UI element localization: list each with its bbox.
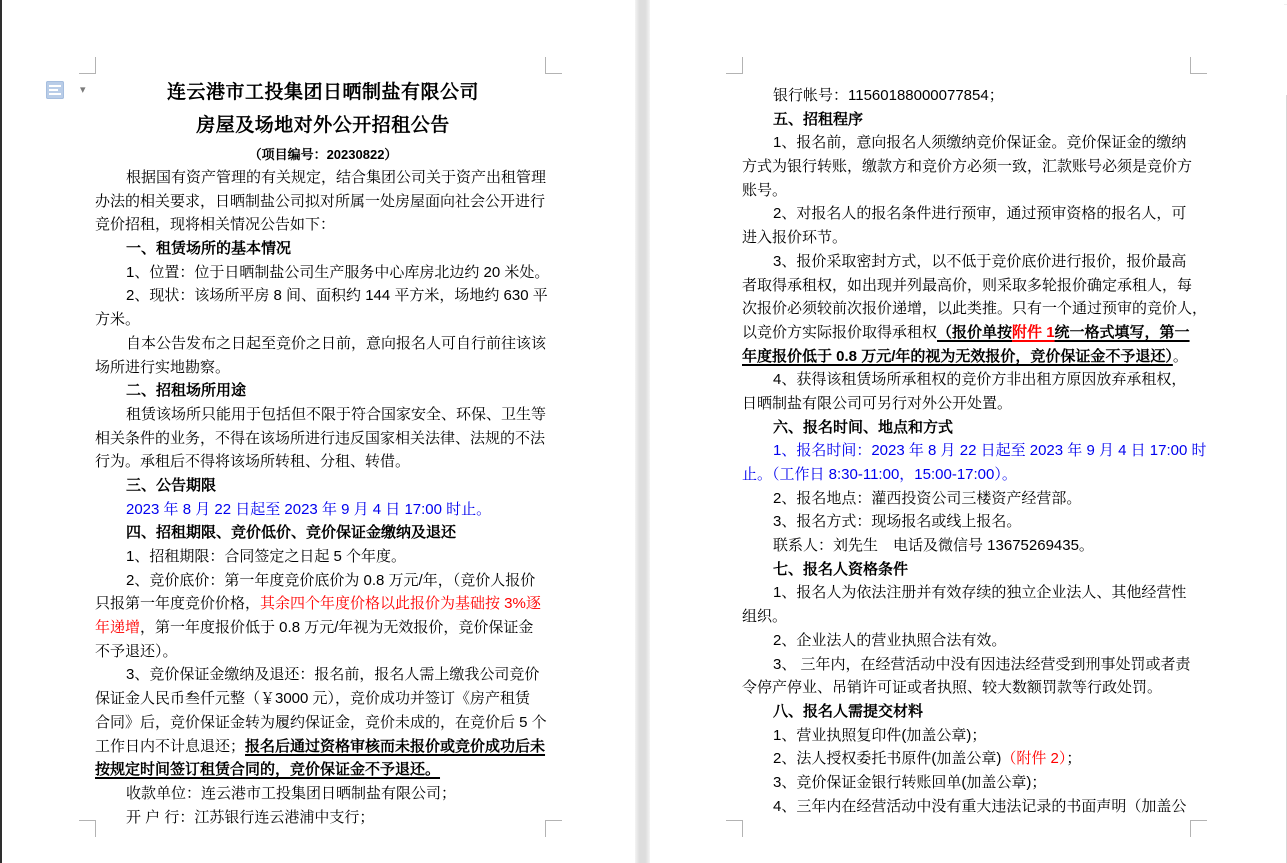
text-segment: 4、三年内在经营活动中没有重大违法记录的书面声明（加盖公 — [773, 797, 1187, 815]
text-line — [742, 274, 1202, 298]
text-segment: 办法的相关要求，日晒制盐公司拟对所属一处房屋面向社会公开进行 — [95, 192, 546, 210]
text-segment: 1、位置：位于日晒制盐公司生产服务中心库房北边约 20 米处。 — [126, 263, 550, 281]
text-line — [742, 155, 1202, 179]
text-line — [95, 403, 555, 427]
title-block — [97, 76, 549, 165]
text-segment: 方米。 — [95, 311, 141, 329]
text-segment: 日晒制盐有限公司可另行对外公开处置。 — [742, 394, 1013, 412]
text-line — [742, 368, 1202, 392]
text-segment: 工作日内不计息退还； — [95, 737, 246, 755]
text-segment: 合同》后，竞价保证金转为履约保证金，竞价未成的，在竞价后 5 个 — [95, 713, 547, 731]
text-line — [95, 284, 555, 308]
text-line — [95, 237, 555, 261]
text-line — [95, 735, 555, 759]
page-2-text — [742, 84, 1208, 818]
text-segment: 2、报名地点：灌西投资公司三楼资产经营部。 — [773, 489, 1082, 507]
text-line — [742, 392, 1202, 416]
text-line — [742, 581, 1202, 605]
text-line — [95, 663, 555, 687]
text-line — [742, 439, 1207, 463]
text-line — [742, 771, 1202, 795]
text-segment: 。 — [1172, 347, 1188, 365]
text-line — [742, 226, 1202, 250]
text-segment: 三、公告期限 — [126, 476, 217, 494]
text-segment: 1、营业执照复印件(加盖公章)； — [773, 726, 987, 744]
text-line — [742, 747, 1202, 771]
text-segment: 收款单位：连云港市工投集团日晒制盐有限公司； — [126, 784, 457, 802]
text-line — [742, 463, 1202, 487]
text-segment: 开 户 行：江苏银行连云港浦中支行； — [126, 808, 375, 826]
doc-title-line2: 房屋及场地对外公开招租公告 — [196, 115, 450, 136]
text-line — [95, 806, 555, 830]
text-line — [95, 166, 555, 190]
text-segment: 令停产停业、吊销许可证或者执照、较大数额罚款等行政处罚。 — [742, 679, 1163, 697]
text-segment: 四、招租期限、竞价低价、竞价保证金缴纳及退还 — [126, 524, 457, 542]
text-line — [742, 558, 1202, 582]
text-line — [742, 250, 1202, 274]
text-segment: 2、竞价底价：第一年度竞价底价为 0.8 万元/年，（竞价人报价 — [126, 571, 536, 589]
text-line — [742, 700, 1202, 724]
project-number: （项目编号：20230822） — [248, 147, 398, 162]
chevron-down-icon: ▾ — [80, 84, 86, 96]
paste-options-icon — [46, 81, 64, 99]
text-line — [95, 569, 555, 593]
text-line — [95, 332, 555, 356]
text-segment: 年递增 — [95, 619, 141, 637]
text-segment: 账号。 — [742, 181, 788, 199]
text-segment: 报名后通过资格审核而未报价或竞价成功后未 — [245, 737, 546, 755]
paste-options-button[interactable] — [44, 79, 96, 103]
text-segment: 3、竞价保证金缴纳及退还：报名前，报名人需上缴我公司竞价 — [126, 666, 540, 684]
text-segment: 2、现状：该场所平房 8 间、面积约 144 平方米，场地约 630 平 — [126, 287, 548, 305]
text-line — [742, 345, 1202, 369]
page-gap — [635, 0, 650, 863]
text-segment: 场所进行实地勘察。 — [95, 358, 231, 376]
text-line — [742, 108, 1202, 132]
text-line — [95, 261, 555, 285]
text-segment: 联系人：刘先生 电话及微信号 13675269435。 — [773, 537, 1094, 555]
crop-mark-top-left-p1 — [79, 57, 96, 74]
text-line — [95, 640, 555, 664]
text-segment: 组织。 — [742, 608, 788, 626]
text-line — [95, 190, 555, 214]
text-line — [742, 676, 1202, 700]
text-line — [742, 321, 1202, 345]
text-segment: 2、法人授权委托书原件(加盖公章) — [773, 750, 1002, 768]
text-segment: 2、对报名人的报名条件进行预审，通过预审资格的报名人，可 — [773, 205, 1187, 223]
text-line — [95, 498, 555, 522]
text-line — [95, 711, 555, 735]
text-line — [95, 450, 555, 474]
crop-mark-bottom-right-p1 — [545, 820, 562, 837]
text-segment: 年度报价低于 0.8 万元/年的视为无效报价，竞价保证金不予退还） — [742, 347, 1173, 365]
page-1-text — [95, 166, 555, 829]
text-line — [95, 356, 555, 380]
text-line — [95, 521, 555, 545]
text-segment: 1、报名前，意向报名人须缴纳竞价保证金。竞价保证金的缴纳 — [773, 134, 1187, 152]
text-segment: 方式为银行转账，缴款方和竞价方必须一致，汇款账号必须是竞价方 — [742, 158, 1193, 176]
text-segment: 只报第一年度竞价价格， — [95, 595, 261, 613]
text-segment: 竞价招租，现将相关情况公告如下： — [95, 216, 336, 234]
crop-mark-top-left-p2 — [726, 57, 743, 74]
text-segment: 进入报价环节。 — [742, 229, 848, 247]
text-line — [95, 379, 555, 403]
text-line — [95, 687, 555, 711]
text-segment: 按规定时间签订租赁合同的，竞价保证金不予退还。 — [95, 761, 441, 779]
text-line — [742, 416, 1202, 440]
text-segment: 3、 三年内，在经营活动中没有因违法经营受到刑事处罚或者责 — [773, 655, 1191, 673]
text-line — [95, 213, 555, 237]
text-segment: （附件 2） — [1001, 750, 1067, 768]
text-segment: 1、报名时间：2023 年 8 月 22 日起至 2023 年 9 月 4 日 17:00 时 — [773, 442, 1207, 460]
crop-mark-top-right-p2 — [1190, 57, 1207, 74]
text-segment: 保证金人民币叁仟元整（￥3000 元），竞价成功并签订《房产租赁 — [95, 690, 531, 708]
text-segment: ，第一年度报价低于 0.8 万元/年视为无效报价，竞价保证金 — [140, 619, 534, 637]
text-line — [742, 297, 1208, 321]
text-line — [742, 534, 1202, 558]
text-segment: 不予退还）。 — [95, 642, 178, 660]
text-line — [742, 653, 1202, 677]
text-segment: （报价单按 — [937, 323, 1013, 341]
text-segment: 七、报名人资格条件 — [773, 560, 909, 578]
text-segment: 六、报名时间、地点和方式 — [773, 418, 954, 436]
text-segment: 2023 年 8 月 22 日起至 2023 年 9 月 4 日 17:00 时止。 — [126, 500, 492, 518]
text-segment: 相关条件的业务，不得在该场所进行违反国家相关法律、法规的不法 — [95, 429, 546, 447]
text-line — [742, 605, 1202, 629]
text-segment: 者取得承租权，如出现并列最高价，则采取多轮报价确定承租人，每 — [742, 276, 1193, 294]
text-line — [95, 758, 555, 782]
text-segment: 一、租赁场所的基本情况 — [126, 240, 292, 258]
text-line — [95, 545, 555, 569]
crop-mark-bottom-right-p2 — [1190, 820, 1207, 837]
text-segment: 附件 1 — [1012, 323, 1055, 341]
text-segment: 1、报名人为依法注册并有效存续的独立企业法人、其他经营性 — [773, 584, 1187, 602]
text-segment: 八、报名人需提交材料 — [773, 702, 924, 720]
text-line — [742, 84, 1202, 108]
text-segment: 次报价必须较前次报价递增，以此类推。只有一个通过预审的竞价人， — [742, 300, 1208, 318]
text-segment: 统一格式填写，第一 — [1054, 323, 1190, 341]
text-segment: 其余四个年度价格以此报价为基础按 3%逐 — [260, 595, 541, 613]
text-line — [95, 427, 555, 451]
text-segment: 自本公告发布之日起至竞价之日前，意向报名人可自行前往该该 — [126, 334, 547, 352]
text-segment: 止。（工作日 8:30-11:00，15:00-17:00）。 — [742, 466, 1017, 483]
text-segment: 租赁该场所只能用于包括但不限于符合国家安全、环保、卫生等 — [126, 405, 547, 423]
text-line — [742, 724, 1202, 748]
text-line — [742, 179, 1202, 203]
text-line — [95, 592, 555, 616]
doc-title-line1: 连云港市工投集团日晒制盐有限公司 — [166, 82, 479, 103]
text-segment: 3、报价采取密封方式，以不低于竞价底价进行报价，报价最高 — [773, 252, 1187, 270]
text-segment: 二、招租场所用途 — [126, 382, 247, 400]
text-segment: 银行帐号：11560188000077854； — [773, 87, 1004, 104]
text-line — [742, 795, 1202, 819]
text-segment: 3、报名方式：现场报名或线上报名。 — [773, 513, 1022, 531]
crop-mark-top-right-p1 — [545, 57, 562, 74]
text-segment: 4、获得该租赁场所承租权的竞价方非出租方原因放弃承租权， — [773, 371, 1187, 389]
text-line — [95, 616, 555, 640]
text-segment: 1、招租期限：合同签定之日起 5 个年度。 — [126, 548, 407, 565]
text-line — [742, 202, 1202, 226]
text-line — [742, 131, 1202, 155]
text-segment: 行为。承租后不得将该场所转租、分租、转借。 — [95, 453, 411, 471]
text-line — [742, 487, 1202, 511]
text-segment: 2、企业法人的营业执照合法有效。 — [773, 631, 1007, 649]
text-line — [742, 629, 1202, 653]
text-segment: 根据国有资产管理的有关规定，结合集团公司关于资产出租管理 — [126, 169, 547, 186]
crop-mark-bottom-left-p1 — [79, 820, 96, 837]
crop-mark-bottom-left-p2 — [726, 820, 743, 837]
text-segment: 以竞价方实际报价取得承租权 — [742, 323, 938, 341]
text-line — [95, 308, 555, 332]
text-line — [742, 510, 1202, 534]
text-line — [95, 474, 555, 498]
text-segment: 3、竞价保证金银行转账回单(加盖公章)； — [773, 773, 1047, 791]
text-line — [95, 782, 555, 806]
text-segment: ； — [1066, 750, 1082, 768]
text-segment: 五、招租程序 — [773, 110, 864, 128]
